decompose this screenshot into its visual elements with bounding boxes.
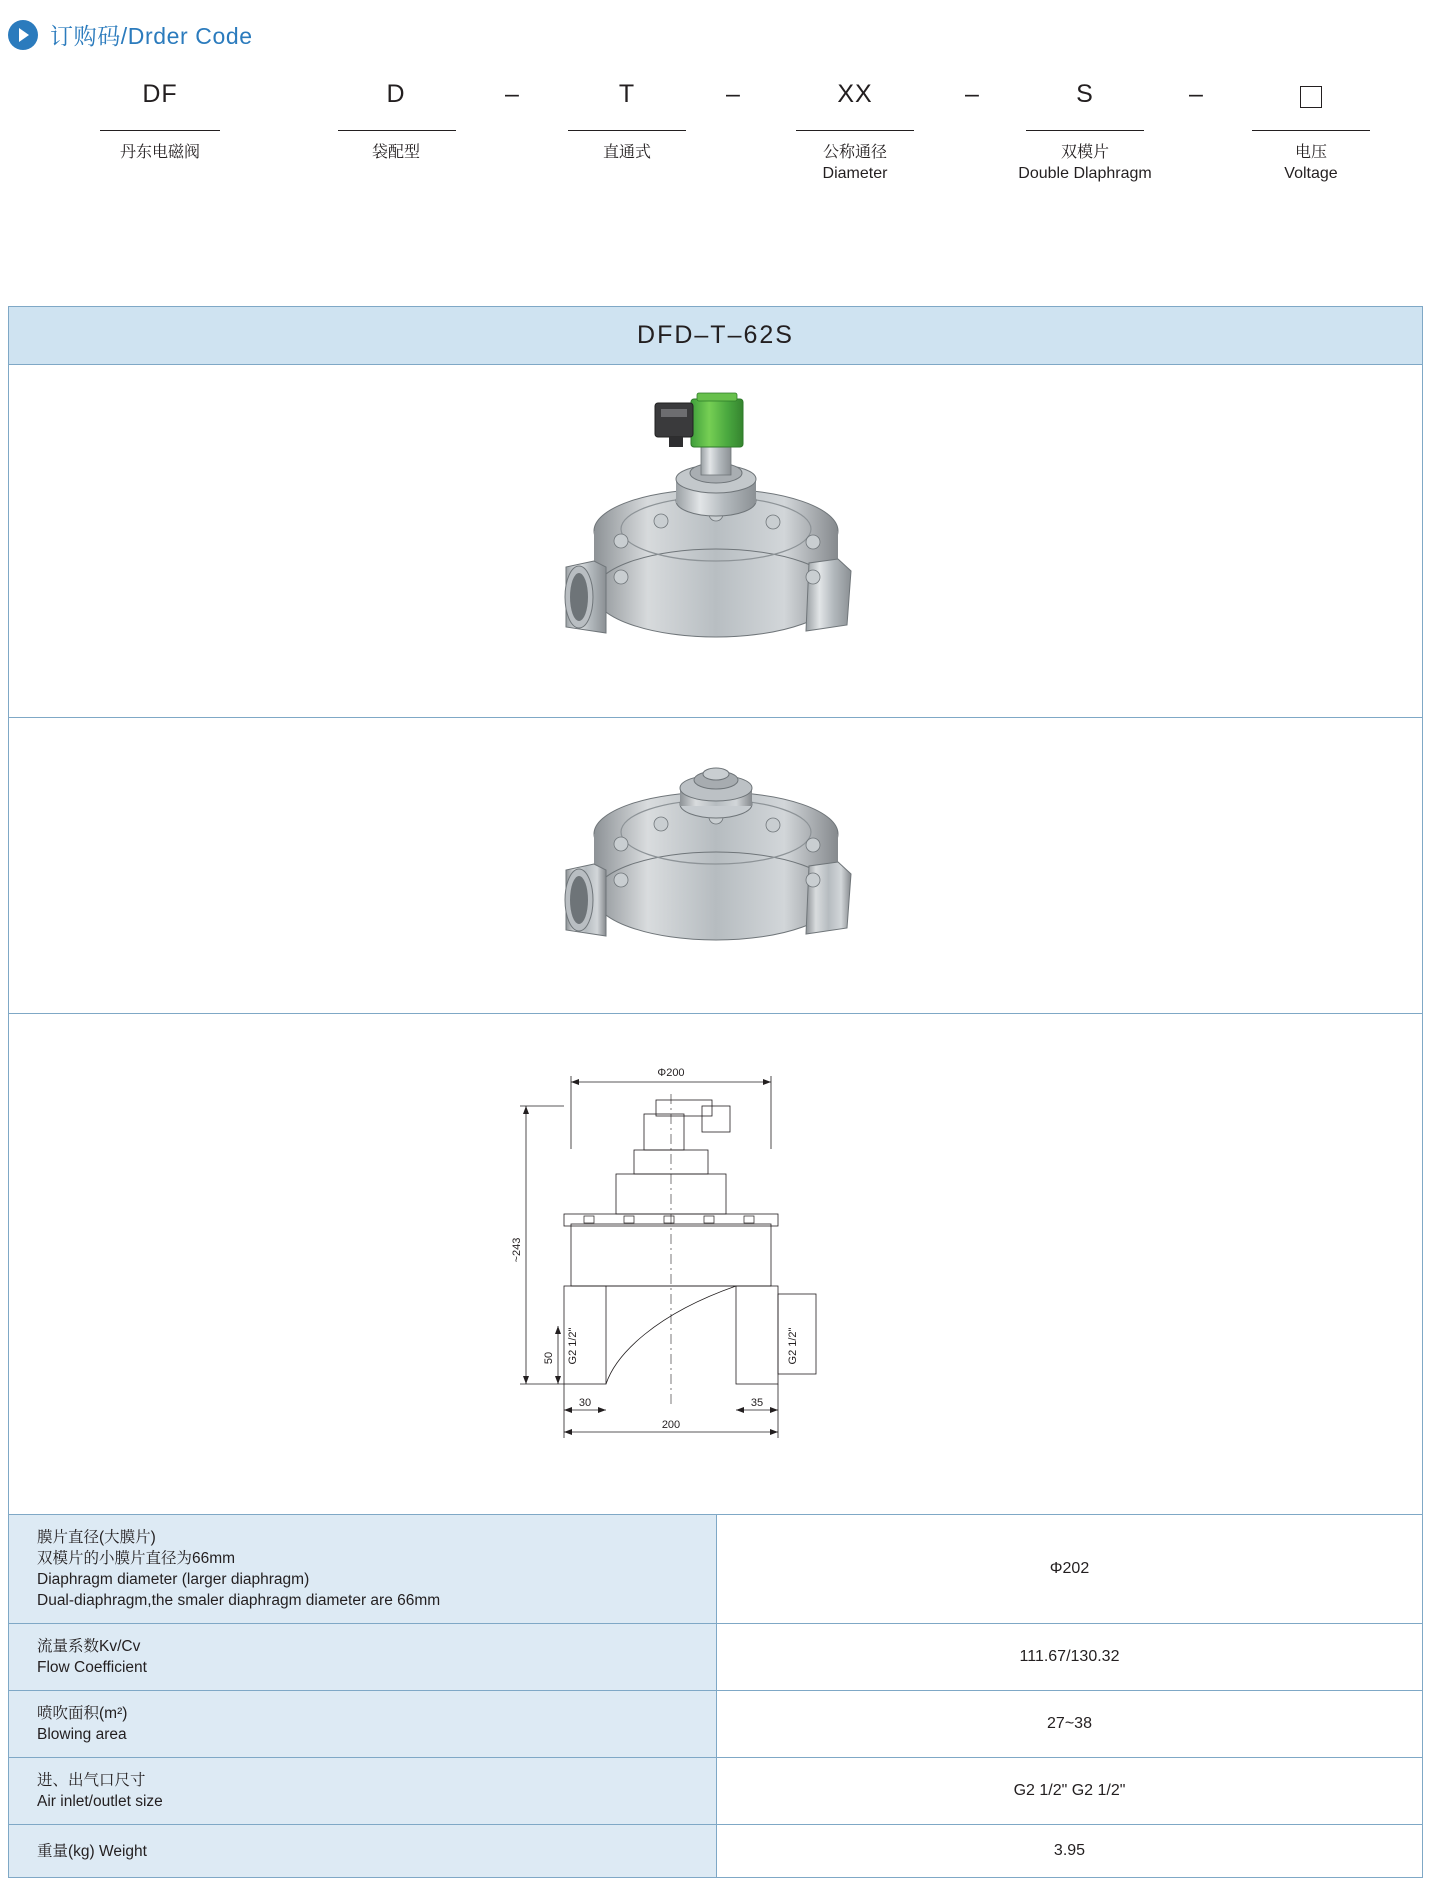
order-code-segment-6-box — [1300, 86, 1322, 108]
spec-value: 111.67/130.32 — [1019, 1648, 1120, 1665]
order-code-diagram — [0, 80, 1431, 210]
product-photo-body — [9, 718, 1422, 1014]
dim-top: Φ200 — [656, 1067, 685, 1079]
order-code-segment-3: T — [618, 80, 636, 108]
dimension-drawing-svg — [506, 1054, 926, 1474]
order-code-segment-1: DF — [142, 80, 178, 108]
spec-label: 膜片直径(大膜片) 双模片的小膜片直径为66mm Diaphragm diameter (larger diaphragm) Dual-diaphragm,the smaler diaphragm diameter are 66mm — [9, 1515, 717, 1623]
spec-label: 重量(kg) Weight — [9, 1825, 717, 1877]
valve-body-illustration — [551, 746, 881, 986]
spec-value: 3.95 — [1053, 1842, 1086, 1859]
dimension-drawing — [9, 1014, 1422, 1515]
order-code-label-3: 直通式 — [602, 144, 652, 161]
spec-row-flow-coefficient — [9, 1624, 1422, 1691]
spec-label: 进、出气口尺寸 Air inlet/outlet size — [9, 1758, 717, 1824]
dim-port-right: G2 1/2" — [786, 1327, 799, 1365]
dim-left-lower: 50 — [542, 1351, 555, 1365]
connector-line — [100, 130, 220, 131]
spec-row-blowing-area — [9, 1691, 1422, 1758]
play-icon — [8, 20, 38, 50]
connector-line — [1026, 130, 1144, 131]
product-photo-with-coil — [9, 365, 1422, 718]
product-title: DFD–T–62S — [9, 307, 1422, 365]
spec-row-diaphragm-diameter — [9, 1515, 1422, 1624]
dim-left: ~243 — [510, 1237, 523, 1263]
solenoid-valve-illustration — [551, 381, 881, 701]
spec-value: 27~38 — [1047, 1715, 1092, 1732]
spec-value: G2 1/2" G2 1/2" — [1013, 1782, 1126, 1799]
dim-port-left: G2 1/2" — [566, 1327, 579, 1365]
dim-bottom-left: 30 — [578, 1397, 591, 1409]
dim-bottom-right: 35 — [750, 1397, 763, 1409]
spec-label: 喷吹面积(m²) Blowing area — [9, 1691, 717, 1757]
connector-line — [796, 130, 914, 131]
order-code-separator: – — [1189, 80, 1203, 108]
order-code-separator: – — [505, 80, 519, 108]
order-code-label-5: 双模片 Double Dlaphragm — [1018, 144, 1152, 182]
product-table — [8, 306, 1423, 1878]
order-code-label-4: 公称通径 Diameter — [822, 144, 888, 182]
order-code-separator: – — [965, 80, 979, 108]
dim-bottom-center: 200 — [661, 1419, 680, 1431]
page-title: 订购码/Drder Code — [50, 23, 253, 49]
connector-line — [1252, 130, 1370, 131]
order-code-label-2: 袋配型 — [371, 144, 421, 161]
spec-label: 流量系数Kv/Cv Flow Coefficient — [9, 1624, 717, 1690]
order-code-label-1: 丹东电磁阀 — [119, 144, 201, 161]
order-code-segment-4: XX — [837, 80, 873, 108]
order-code-segment-2: D — [386, 80, 406, 108]
connector-line — [568, 130, 686, 131]
spec-row-weight — [9, 1825, 1422, 1877]
order-code-label-6: 电压 Voltage — [1284, 144, 1338, 182]
spec-value: Φ202 — [1049, 1560, 1090, 1577]
order-code-separator: – — [726, 80, 740, 108]
connector-line — [338, 130, 456, 131]
order-code-segment-5: S — [1076, 80, 1094, 108]
section-header — [0, 18, 253, 51]
spec-row-air-inlet-outlet-size — [9, 1758, 1422, 1825]
